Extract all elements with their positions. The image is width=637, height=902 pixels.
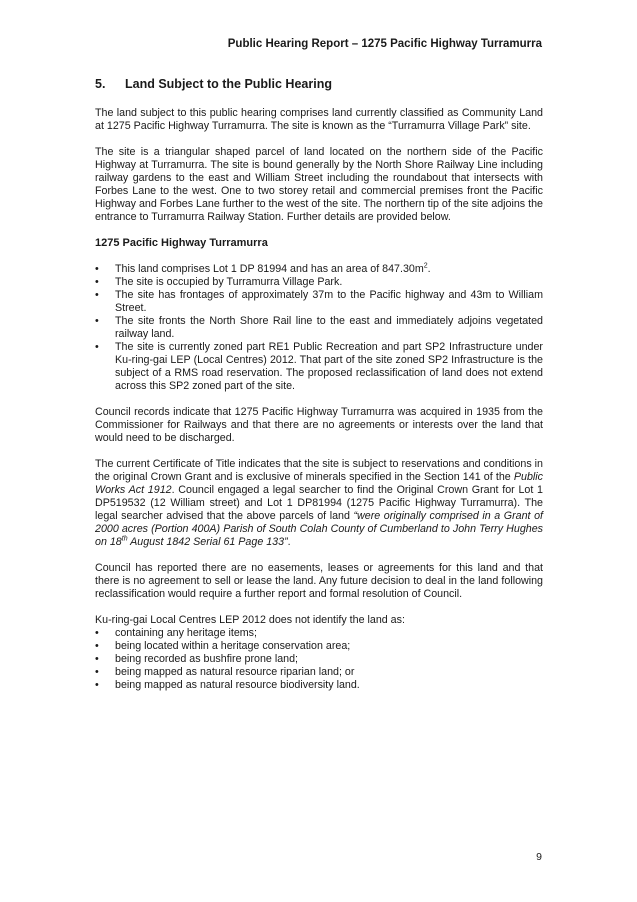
list-item: • being mapped as natural resource biodiversity land. bbox=[95, 679, 543, 692]
text-run: . Council engaged a legal searcher to find the Original Crown Grant for Lot 1 DP519532 (12 William street) and Lot 1 DP81994 (1275 Pacific Highway Turramurra). The legal searcher advised that the above parcels of land bbox=[95, 484, 544, 522]
list-item: • The site fronts the North Shore Rail line to the east and immediately adjoins vegetated railway land. bbox=[95, 315, 543, 341]
page-number: 9 bbox=[536, 851, 542, 863]
running-header: Public Hearing Report – 1275 Pacific Highway Turramurra bbox=[227, 38, 542, 50]
site-description-paragraph: The site is a triangular shaped parcel of land located on the northern side of the Pacific Highway at Turramurra. The site is bound generally by the North Shore Railway Line including railway gardens to the east and William Street including the roundabout that intersects with Forbes Lane to the west. One to two storey retail and commercial premises front the Pacific Highway and Forbes Lane further to the west of the site. The northern tip of the site adjoins the entrance to Turramurra Railway Station. Further details are provided below. bbox=[95, 146, 543, 223]
list-item: • containing any heritage items; bbox=[95, 627, 543, 640]
list-item bbox=[95, 263, 543, 276]
list-item: • being located within a heritage conservation area; bbox=[95, 640, 543, 653]
list-item: • The site is occupied by Turramurra Village Park. bbox=[95, 276, 543, 289]
certificate-paragraph bbox=[95, 458, 543, 549]
list-item-text: This land comprises Lot 1 DP 81994 and has an area of 847.30m bbox=[115, 263, 424, 275]
list-item-text: . bbox=[427, 263, 431, 275]
page-content bbox=[95, 72, 543, 705]
text-run: The current Certificate of Title indicates that the site is subject to reservations and conditions in the original Crown Grant and is exclusive of minerals specified in the Section 141 of the bbox=[95, 458, 543, 483]
list-item: • The site is currently zoned part RE1 Public Recreation and part SP2 Infrastructure under Ku-ring-gai LEP (Local Centres) 2012. That part of the site zoned SP2 Infrastructure is the subject of a RMS road reservation. The proposed reclassification of land does not extend across this SP2 zoned part of the site. bbox=[95, 341, 543, 393]
section-title: Land Subject to the Public Hearing bbox=[125, 77, 332, 91]
intro-paragraph: The land subject to this public hearing comprises land currently classified as Community Land at 1275 Pacific Highway Turramurra. The site is known as the “Turramurra Village Park” site. bbox=[95, 107, 543, 132]
text-run: . bbox=[287, 536, 291, 548]
subsection-heading: 1275 Pacific Highway Turramurra bbox=[95, 237, 268, 249]
lep-intro: Ku-ring-gai Local Centres LEP 2012 does not identify the land as: bbox=[95, 614, 405, 626]
site-details-list bbox=[95, 263, 543, 393]
easements-paragraph: Council has reported there are no easements, leases or agreements for this land and that there is no agreement to sell or lease the land. Any future decision to deal in the land following reclassification would require a further report and formal resolution of Council. bbox=[95, 562, 543, 600]
superscript: 2 bbox=[423, 262, 428, 270]
text-run: August 1842 Serial 61 Page 133” bbox=[127, 536, 288, 548]
superscript: th bbox=[121, 535, 128, 543]
text-run: “were originally comprised in a Grant of 2000 acres (Portion 400A) Parish of South Colah County of Cumberland to John Terry Hughes on 18 bbox=[95, 510, 543, 548]
list-item: • The site has frontages of approximately 37m to the Pacific highway and 43m to William Street. bbox=[95, 289, 543, 315]
section-number: 5. bbox=[95, 77, 106, 91]
lep-list bbox=[95, 627, 543, 692]
section-heading bbox=[95, 78, 543, 91]
list-item: • being mapped as natural resource riparian land; or bbox=[95, 666, 543, 679]
list-item: • being recorded as bushfire prone land; bbox=[95, 653, 543, 666]
act-citation: Public Works Act 1912 bbox=[95, 471, 543, 496]
records-paragraph: Council records indicate that 1275 Pacific Highway Turramurra was acquired in 1935 from the Commissioner for Railways and that there are no agreements or interests over the land that would need to be discharged. bbox=[95, 406, 543, 444]
